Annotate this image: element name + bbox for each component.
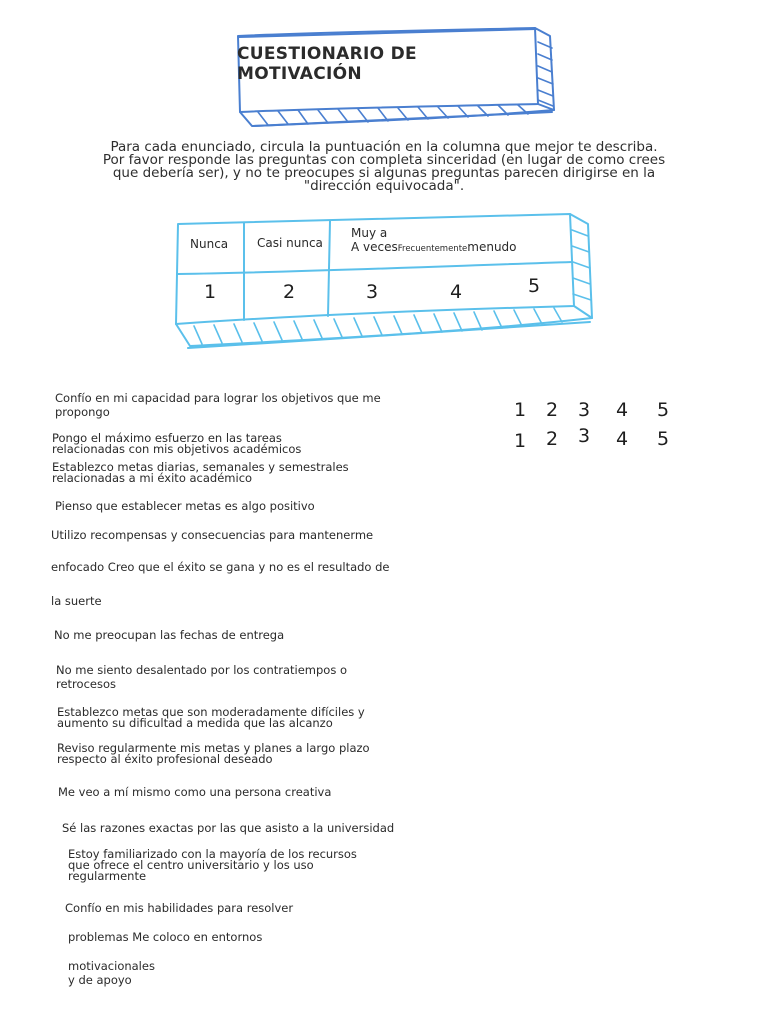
- scale-number: 3: [366, 281, 379, 303]
- scale-number: 5: [528, 275, 541, 297]
- statement: No me preocupan las fechas de entrega: [54, 628, 285, 642]
- statement: [68, 961, 155, 986]
- intro-line: que debería ser), y no te preocupes si algunas preguntas parecen dirigirse en la: [112, 165, 656, 181]
- rating-option[interactable]: 5: [657, 399, 670, 421]
- statement: la suerte: [51, 594, 102, 608]
- rating-option[interactable]: 4: [616, 399, 629, 421]
- statement-line: retrocesos: [56, 677, 116, 691]
- statement-line: motivacionales: [68, 959, 155, 973]
- statement-line: Establezco metas que son moderadamente difíciles y: [57, 705, 365, 719]
- scale-label-frecuentemente: Frecuentemente: [397, 244, 468, 254]
- statement: [56, 665, 347, 690]
- scale-label-nunca: Nunca: [190, 237, 229, 251]
- scale-number: 1: [204, 281, 217, 303]
- statement: Utilizo recompensas y consecuencias para mantenerme: [51, 528, 374, 542]
- statement: [55, 393, 381, 418]
- statement-line: Reviso regularmente mis metas y planes a largo plazo: [57, 741, 370, 755]
- statement-line: respecto al éxito profesional deseado: [57, 752, 273, 766]
- statement: Me veo a mí mismo como una persona creativa: [58, 785, 332, 799]
- rating-option[interactable]: 4: [616, 428, 629, 450]
- statement-line: Confío en mi capacidad para lograr los objetivos que me: [55, 391, 381, 405]
- statement-line: Establezco metas diarias, semanales y semestrales: [52, 460, 349, 474]
- statement: Sé las razones exactas por las que asisto a la universidad: [62, 821, 395, 835]
- scale-label-casi-nunca: Casi nunca: [257, 236, 323, 250]
- rating-option[interactable]: 3: [578, 399, 591, 421]
- rating-option[interactable]: 1: [514, 430, 527, 452]
- statement-line: propongo: [55, 405, 110, 419]
- statement: problemas Me coloco en entornos: [68, 930, 263, 944]
- title-line: MOTIVACIÓN: [237, 64, 362, 84]
- statement: Pienso que establecer metas es algo positivo: [55, 499, 315, 513]
- statement: [68, 849, 357, 882]
- statement-line: relacionadas con mis objetivos académicos: [52, 442, 302, 456]
- rating-option[interactable]: 2: [546, 399, 559, 421]
- scale-number: 4: [450, 281, 463, 303]
- statement-line: que ofrece el centro universitario y los uso: [68, 858, 314, 872]
- statement: [52, 462, 349, 484]
- statement: enfocado Creo que el éxito se gana y no es el resultado de: [51, 560, 390, 574]
- page-title: [237, 44, 517, 84]
- scale-label-group: [351, 240, 517, 254]
- statement-line: relacionadas a mi éxito académico: [52, 471, 253, 485]
- rating-option[interactable]: 1: [514, 399, 527, 421]
- title-line: CUESTIONARIO DE: [237, 44, 417, 64]
- intro-line: Para cada enunciado, circula la puntuación en la columna que mejor te describa.: [110, 139, 658, 155]
- statement-line: regularmente: [68, 869, 147, 883]
- intro-line: "dirección equivocada".: [303, 178, 465, 194]
- statement-line: aumento su dificultad a medida que las alcanzo: [57, 716, 333, 730]
- statement-line: y de apoyo: [68, 973, 132, 987]
- statement-line: No me siento desalentado por los contratiempos o: [56, 663, 348, 677]
- scale-label-menudo: menudo: [467, 240, 517, 254]
- rating-option[interactable]: 3: [578, 425, 591, 447]
- scale-label-a-veces: A veces: [351, 240, 398, 254]
- statement: [52, 433, 301, 455]
- rating-option[interactable]: 2: [546, 428, 559, 450]
- rating-option[interactable]: 5: [657, 428, 670, 450]
- intro-line: Por favor responde las preguntas con completa sinceridad (en lugar de como crees: [102, 152, 666, 168]
- scale-label-muy-a: Muy a: [351, 226, 388, 240]
- scale-number: 2: [283, 281, 296, 303]
- statement: Confío en mis habilidades para resolver: [65, 901, 294, 915]
- statement-line: Pongo el máximo esfuerzo en las tareas: [52, 431, 282, 445]
- intro-paragraph: [70, 141, 698, 193]
- statement: [57, 707, 365, 729]
- statement: [57, 743, 370, 765]
- statement-line: Estoy familiarizado con la mayoría de los recursos: [68, 847, 357, 861]
